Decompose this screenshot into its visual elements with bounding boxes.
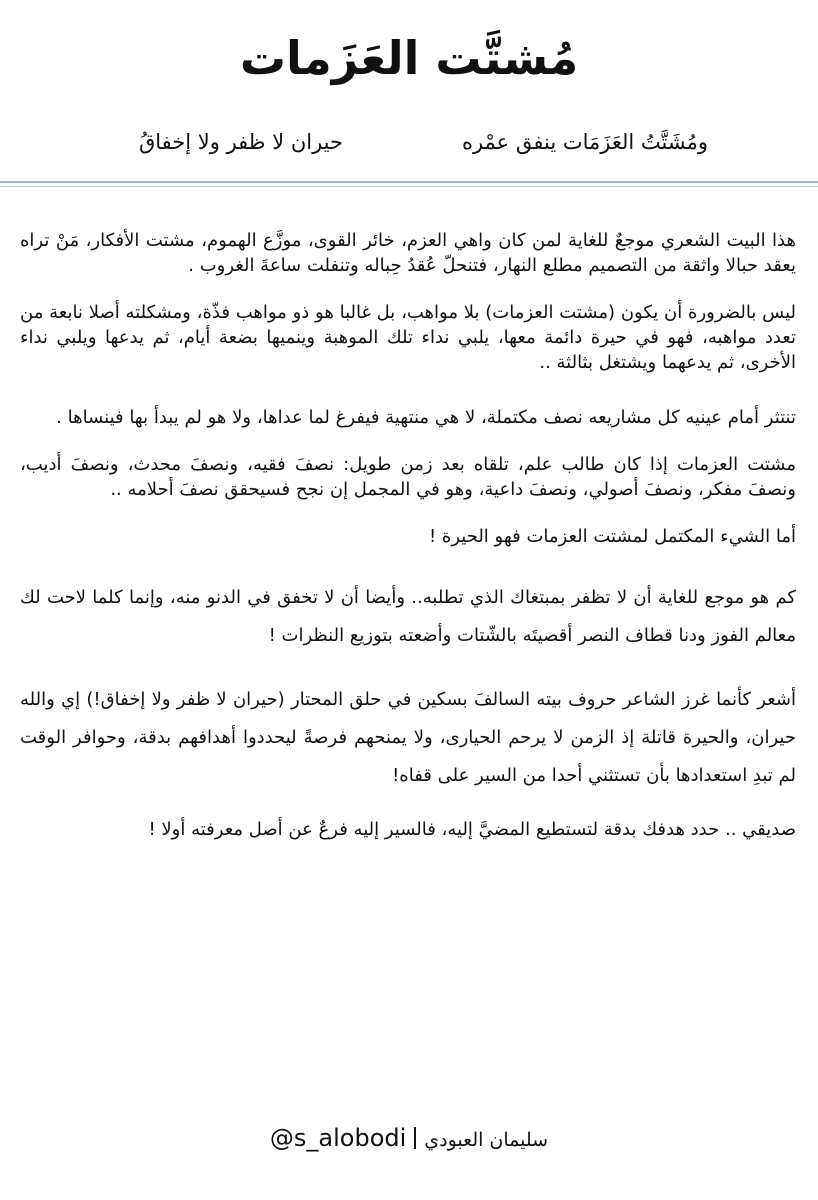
author-handle: @s_alobodi (269, 1124, 407, 1152)
paragraph-3: تنتثر أمام عينيه كل مشاريعه نصف مكتملة، لا هي منتهية فيفرغ لما عداها، ولا هو لم يبدأ بها فينساها . (56, 407, 796, 428)
author-signature (0, 1118, 818, 1160)
author-name: سليمان العبودي (424, 1129, 549, 1151)
verse-first-hemistich: ومُشَتَّتُ العَزَمَات ينفق عمْره (461, 130, 708, 154)
divider-line-thin (0, 186, 818, 187)
paragraph-1: هذا البيت الشعري موجعٌ للغاية لمن كان واهي العزم، خائر القوى، موزَّع الهموم، مشتت الأفكار، مَنْ تراه يعقد حبالا واثقة من التصميم مطلع النهار، فتنحلّ عُقدُ حِباله وتنفلت ساعةَ الغروب . (20, 230, 796, 276)
paragraph-8: صديقي .. حدد هدفك بدقة لتستطيع المضيَّ إليه، فالسير إليه فرعٌ عن أصل معرفته أولا ! (148, 819, 796, 840)
verse-second-hemistich: حيران لا ظفر ولا إخفاقُ (138, 130, 343, 154)
paragraph-7: أشعر كأنما غرز الشاعر حروف بيته السالفَ بسكين في حلق المحتار (حيران لا ظفر ولا إخفاق!) إي والله حيران، والحيرة قاتلة إذ الزمن لا يرحم الحيارى، ولا يمنحهم فرصةً ليحددوا أهدافهم بدقة، وحوافر الوقت لم تبدِ استعدادها بأن تستثني أحدا من السير على قفاه! (20, 689, 796, 786)
divider-line (0, 181, 818, 183)
signature-separator (414, 1127, 416, 1149)
paragraph-5: أما الشيء المكتمل لمشتت العزمات فهو الحيرة ! (428, 526, 796, 547)
paragraph-4: مشتت العزمات إذا كان طالب علم، تلقاه بعد زمن طويل: نصفَ فقيه، ونصفَ محدث، ونصفَ أديب، ونصفَ مفكر، ونصفَ أصولي، ونصفَ داعية، وهو في المجمل إن نجح فسيحقق نصفَ أحلامه .. (20, 454, 796, 500)
paragraph-6: كم هو موجع للغاية أن لا تظفر بمبتغاك الذي تطلبه.. وأيضا أن لا تخفق في الدنو منه، وإنما كلما لاحت لك معالم الفوز ودنا قطاف النصر أقصيتَه بالشّتات وأضعته بتوزيع النظرات ! (20, 587, 796, 646)
article-body (20, 228, 796, 865)
paragraph-2: ليس بالضرورة أن يكون (مشتت العزمات) بلا مواهب، بل غالبا هو ذو مواهب فذّة، ومشكلته أصلا نابعة من تعدد مواهبه، فهو في حيرة دائمة معها، يلبي نداء تلك الموهبة وينميها بضعة أيام، ثم يدعها ويلبي نداء الأخرى، ثم يدعهما ويشتغل بثالثة .. (20, 302, 796, 373)
poem-verse (0, 122, 818, 162)
page-title: مُشتَّت العَزَمات (239, 31, 579, 85)
